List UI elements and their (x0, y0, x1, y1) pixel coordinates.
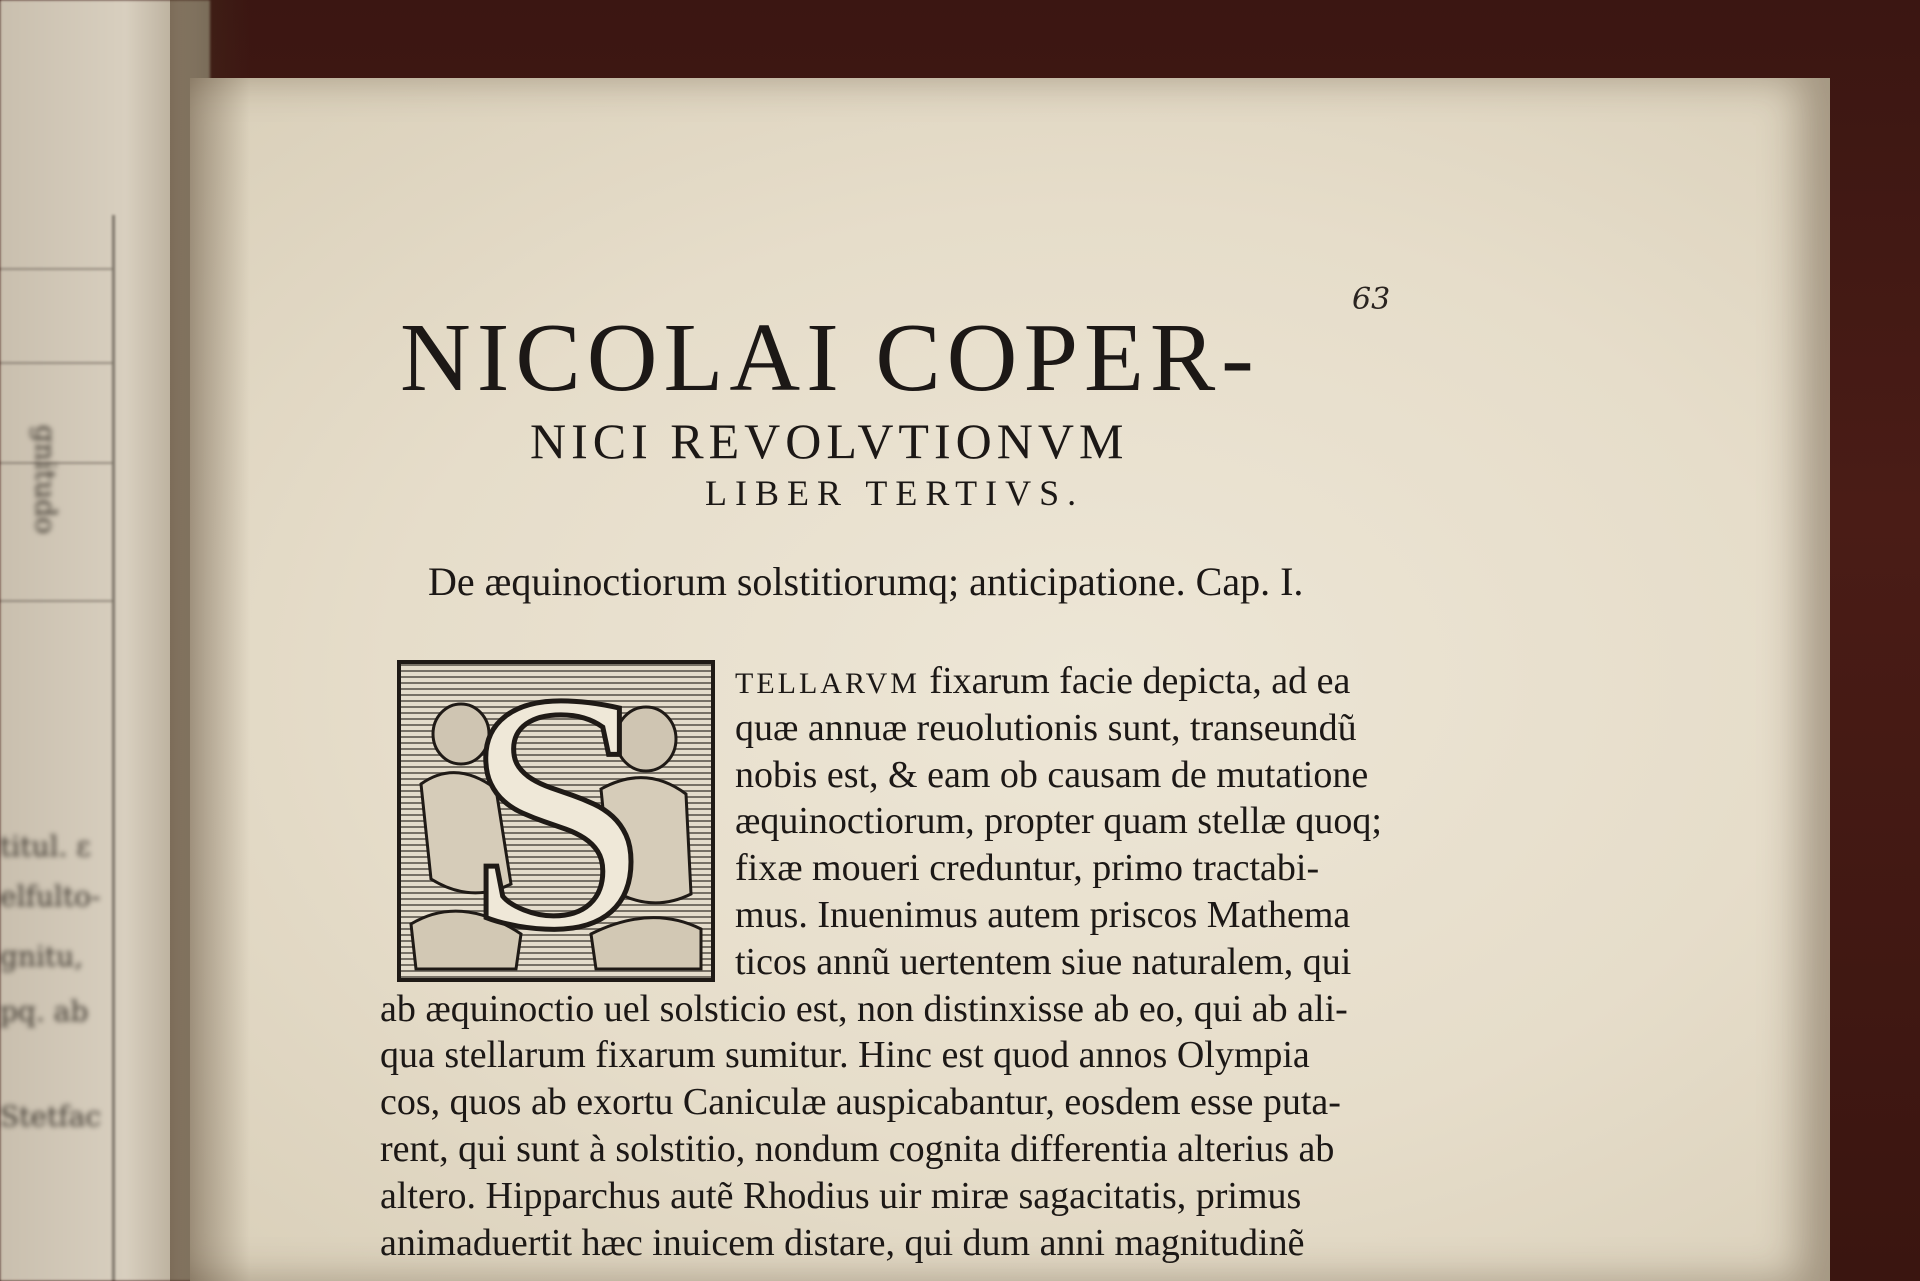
left-page-fragment: gnitu, (0, 940, 84, 973)
body-line: nobis est, & eam ob causam de mutatione (735, 753, 1369, 796)
gutter-shadow (170, 0, 250, 1281)
left-page-fragment: gnitudo (29, 425, 62, 534)
body-line: ticos annũ uertentem siue naturalem, qui (735, 940, 1352, 983)
body-text (380, 658, 1440, 1266)
page-number: 63 (1352, 282, 1391, 317)
left-page-fragment: elfulto- (0, 880, 101, 913)
woodcut-initial-letter: S (463, 660, 653, 982)
left-page-horizontal-rule (0, 362, 112, 364)
body-line: mus. Inuenimus autem priscos Mathema (735, 893, 1351, 936)
body-line: qua stellarum fixarum sumitur. Hinc est quod annos Olympia (380, 1034, 1310, 1077)
body-line: cos, quos ab exortu Caniculæ auspicabantur, eosdem esse puta- (380, 1081, 1341, 1124)
left-page-vertical-rule (112, 215, 115, 1281)
body-line: quæ annuæ reuolutionis sunt, transeundũ (735, 706, 1357, 749)
body-line: animaduertit hæc inuicem distare, qui dum anni magnitudinẽ (380, 1221, 1305, 1264)
body-line: fixæ moueri creduntur, primo tractabi- (735, 847, 1320, 890)
page-title-line-1: NICOLAI COPER- (400, 304, 1260, 412)
body-line: altero. Hipparchus autẽ Rhodius uir miræ sagacitatis, primus (380, 1174, 1302, 1217)
body-line-lead: TELLARVM (735, 667, 920, 700)
left-page-fragment: titul. ε (0, 830, 91, 863)
body-line: ab æquinoctio uel solsticio est, non distinxisse ab eo, qui ab ali- (380, 987, 1348, 1030)
left-page-fragment: pq. ab (0, 995, 89, 1028)
left-page-horizontal-rule (0, 268, 112, 270)
chapter-heading: De æquinoctiorum solstitiorumq; anticipatione. Cap. I. (428, 559, 1304, 604)
body-line: æquinoctiorum, propter quam stellæ quoq; (735, 800, 1382, 843)
body-line: rent, qui sunt à solstitio, nondum cognita differentia alterius ab (380, 1127, 1335, 1170)
body-line (380, 658, 1440, 705)
page-title-line-3: LIBER TERTIVS. (705, 473, 1085, 513)
page-title-line-2: NICI REVOLVTIONVM (530, 413, 1129, 469)
left-page-horizontal-rule (0, 600, 112, 602)
body-line-text: fixarum facie depicta, ad ea (919, 660, 1351, 702)
left-page-fragment: Stetfac (0, 1100, 101, 1133)
